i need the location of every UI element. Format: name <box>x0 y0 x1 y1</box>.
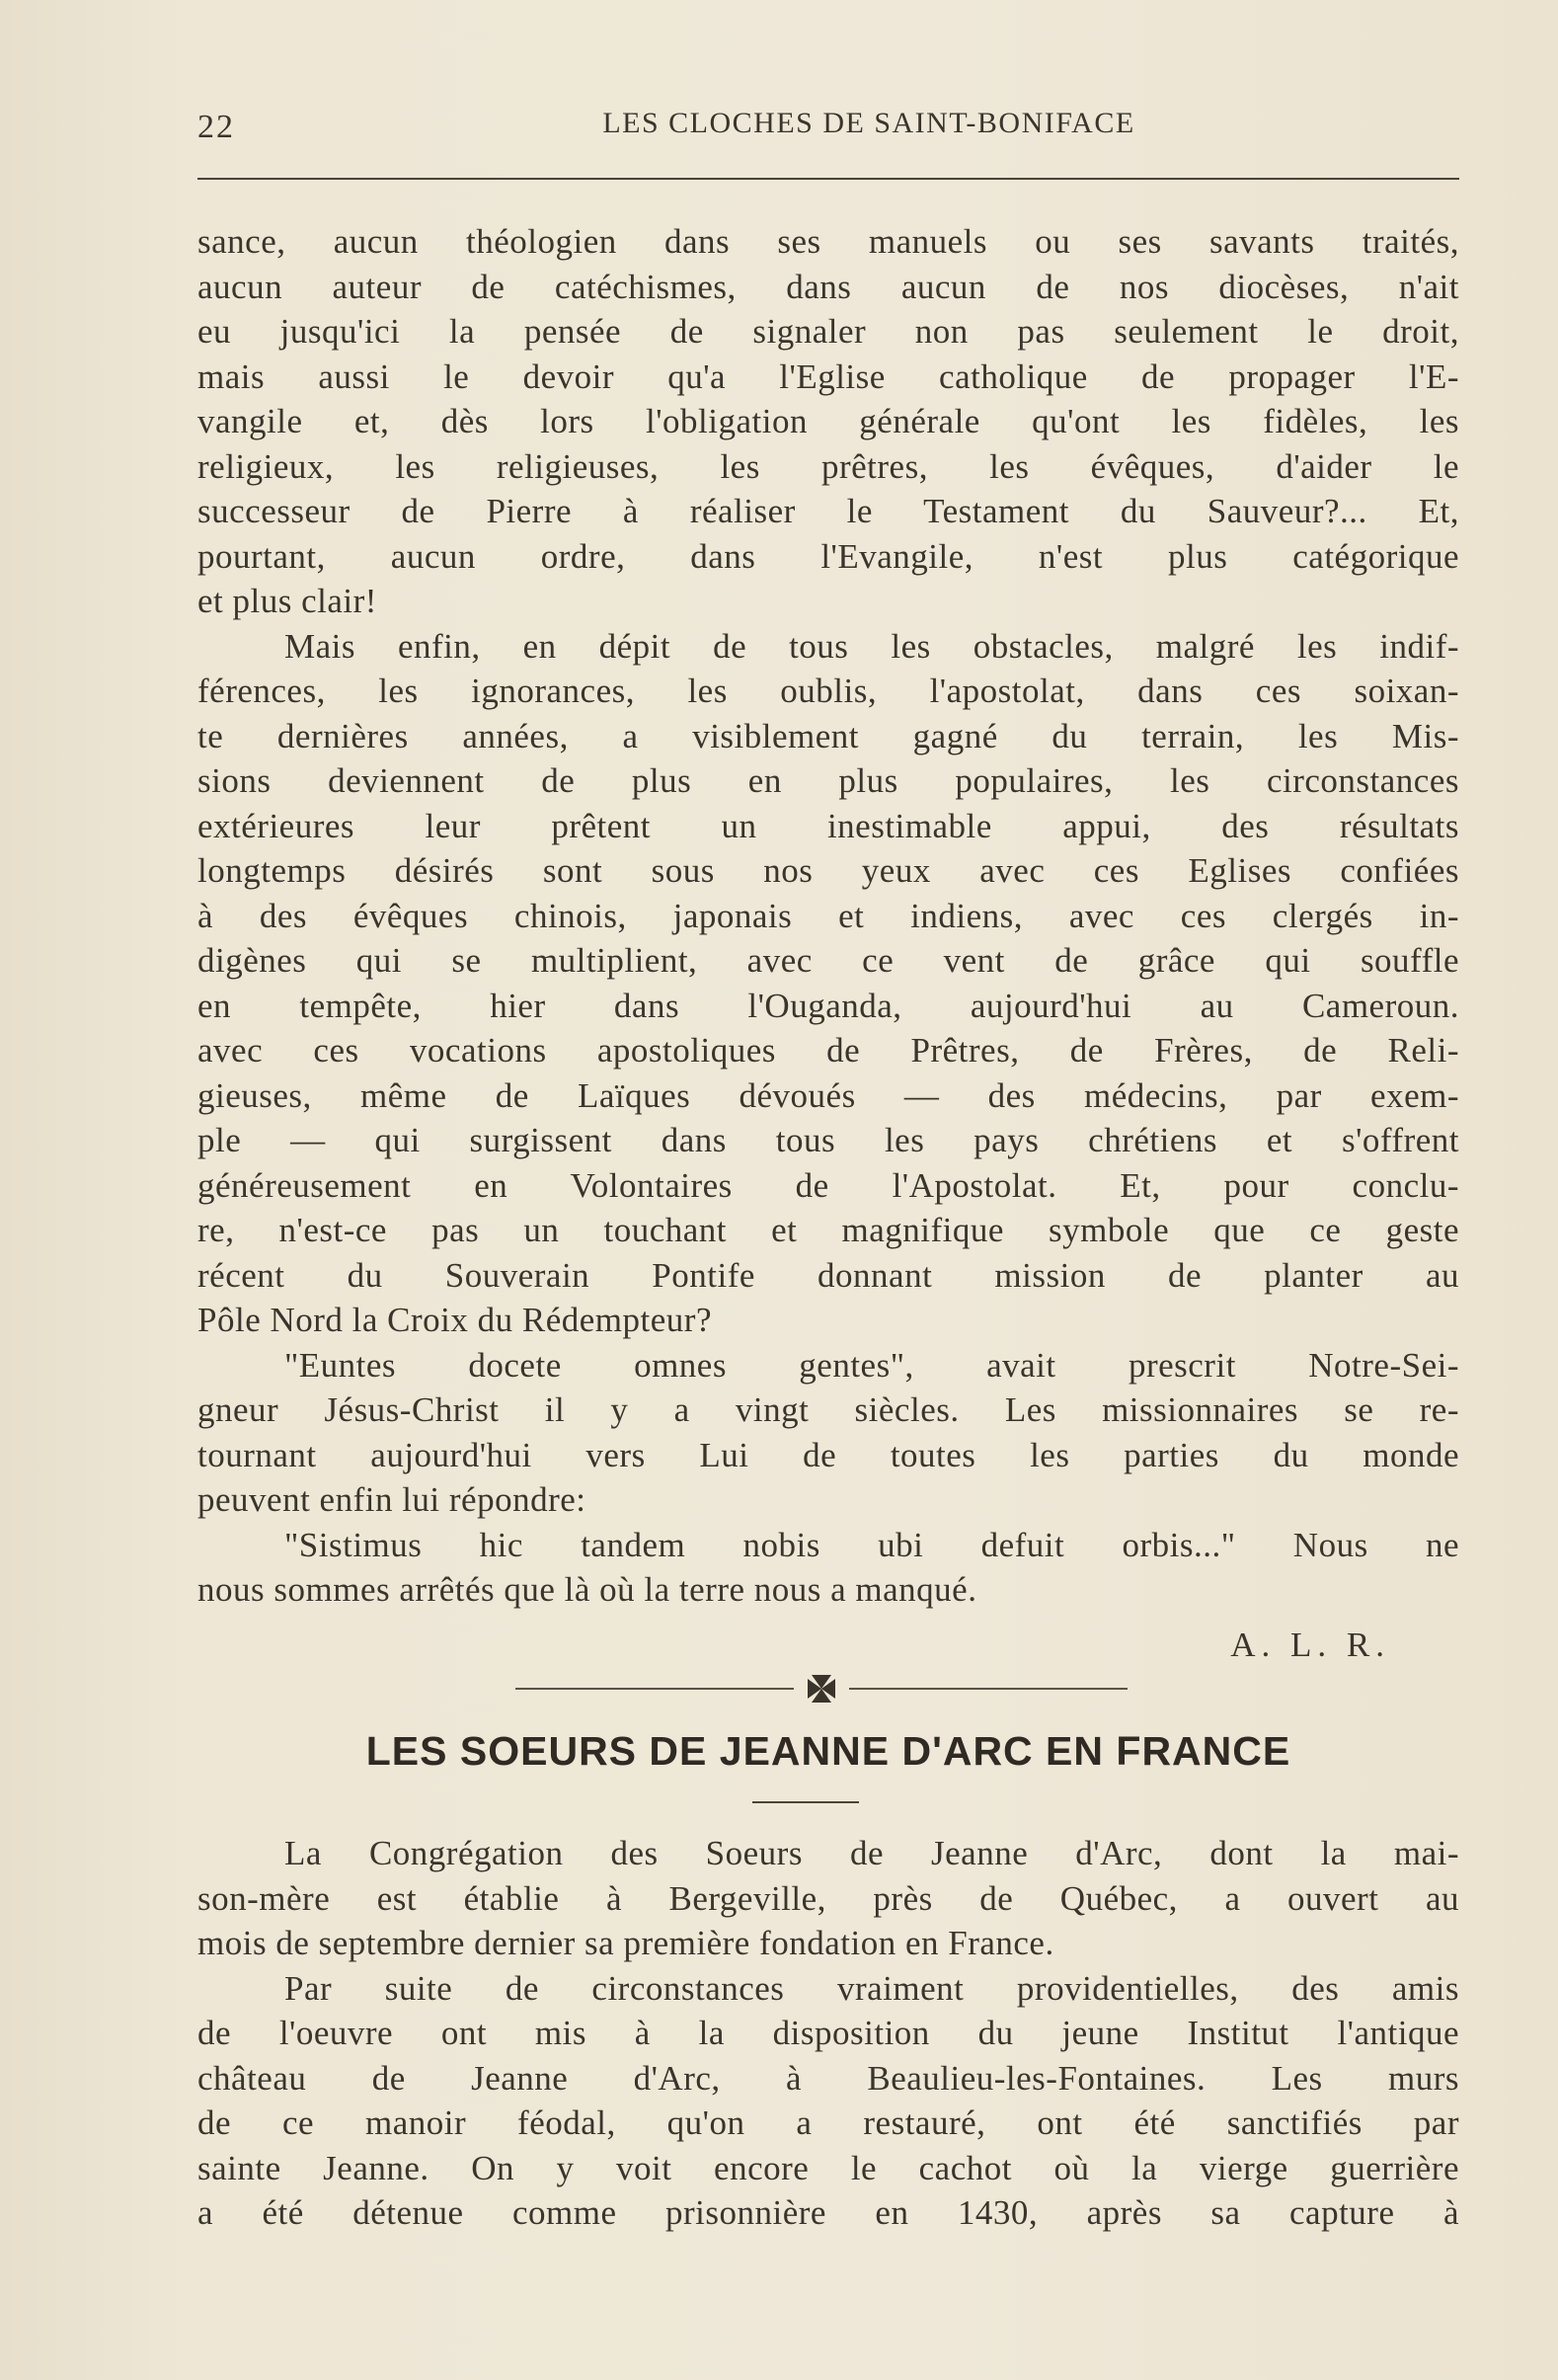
text-line: a été détenue comme prisonnière en 1430, après sa capture à <box>197 2193 1459 2232</box>
text-line: La Congrégation des Soeurs de Jeanne d'Arc, dont la mai- <box>284 1834 1459 1872</box>
maltese-cross-icon <box>804 1671 839 1706</box>
text-line: te dernières années, a visiblement gagné du terrain, les Mis- <box>197 716 1459 755</box>
text-line: digènes qui se multiplient, avec ce vent de grâce qui souffle <box>197 941 1459 980</box>
text-line: religieux, les religieuses, les prêtres, les évêques, d'aider le <box>197 446 1459 486</box>
text-line: sainte Jeanne. On y voit encore le cachot où la vierge guerrière <box>197 2148 1459 2187</box>
text-line: en tempête, hier dans l'Ouganda, aujourd'hui au Cameroun. <box>197 986 1459 1025</box>
text-line: successeur de Pierre à réaliser le Testament du Sauveur?... Et, <box>197 492 1459 530</box>
page-number: 22 <box>197 109 235 145</box>
text-line: "Euntes docete omnes gentes", avait prescrit Notre-Sei- <box>284 1345 1459 1385</box>
text-line: sions deviennent de plus en plus populaires, les circonstances <box>197 761 1459 800</box>
text-line: re, n'est-ce pas un touchant et magnifique symbole que ce geste <box>197 1211 1459 1249</box>
text-line: ple — qui surgissent dans tous les pays chrétiens et s'offrent <box>197 1121 1459 1159</box>
text-line: tournant aujourd'hui vers Lui de toutes les parties du monde <box>197 1435 1459 1474</box>
text-line: mais aussi le devoir qu'a l'Eglise catholique de propager l'E- <box>197 357 1459 396</box>
text-line: gneur Jésus-Christ il y a vingt siècles. Les missionnaires se re- <box>197 1390 1459 1429</box>
text-line: vangile et, dès lors l'obligation générale qu'ont les fidèles, les <box>197 402 1459 440</box>
text-line: à des évêques chinois, japonais et indiens, avec ces clergés in- <box>197 896 1459 935</box>
text-line: aucun auteur de catéchismes, dans aucun de nos diocèses, n'ait <box>197 267 1459 306</box>
header-rule <box>197 178 1459 180</box>
text-line: mois de septembre dernier sa première fondation en France. <box>197 1924 1054 1962</box>
text-line: peuvent enfin lui répondre: <box>197 1480 586 1519</box>
text-line: de ce manoir féodal, qu'on a restauré, ont été sanctifiés par <box>197 2103 1459 2142</box>
text-line: longtemps désirés sont sous nos yeux avec ces Eglises confiées <box>197 851 1459 890</box>
ornament-rule-right <box>849 1688 1128 1690</box>
article-text-block <box>197 1831 1459 2236</box>
ornament-rule-left <box>515 1688 794 1690</box>
text-line: et plus clair! <box>197 582 377 620</box>
text-line: Mais enfin, en dépit de tous les obstacles, malgré les indif- <box>284 626 1459 666</box>
text-line: extérieures leur prêtent un inestimable appui, des résultats <box>197 806 1459 845</box>
text-line: sance, aucun théologien dans ses manuels ou ses savants traités, <box>197 222 1459 261</box>
article-text-block <box>197 219 1459 1613</box>
section-ornament <box>515 1671 1128 1705</box>
text-line: récent du Souverain Pontife donnant mission de planter au <box>197 1255 1459 1295</box>
text-line: gieuses, même de Laïques dévoués — des médecins, par exem- <box>197 1075 1459 1115</box>
text-line: château de Jeanne d'Arc, à Beaulieu-les-Fontaines. Les murs <box>197 2058 1459 2098</box>
section-title: LES SOEURS DE JEANNE D'ARC EN FRANCE <box>365 1728 1291 1774</box>
text-line: Pôle Nord la Croix du Rédempteur? <box>197 1301 712 1339</box>
text-line: Par suite de circonstances vraiment providentielles, des amis <box>284 1968 1459 2008</box>
text-line: férences, les ignorances, les oublis, l'apostolat, dans ces soixan- <box>197 672 1459 710</box>
text-line: de l'oeuvre ont mis à la disposition du jeune Institut l'antique <box>197 2014 1459 2052</box>
text-line: son-mère est établie à Bergeville, près de Québec, a ouvert au <box>197 1878 1459 1918</box>
text-line: eu jusqu'ici la pensée de signaler non pas seulement le droit, <box>197 312 1459 351</box>
text-line: avec ces vocations apostoliques de Prêtres, de Frères, de Reli- <box>197 1031 1459 1070</box>
text-line: nous sommes arrêtés que là où la terre nous a manqué. <box>197 1570 977 1609</box>
title-rule <box>752 1801 859 1803</box>
running-title: LES CLOCHES DE SAINT-BONIFACE <box>602 107 1135 139</box>
running-head <box>197 101 1461 150</box>
text-line: généreusement en Volontaires de l'Apostolat. Et, pour conclu- <box>197 1165 1459 1205</box>
author-signature: A. L. R. <box>1230 1626 1390 1664</box>
text-line: "Sistimus hic tandem nobis ubi defuit orbis..." Nous ne <box>284 1525 1459 1564</box>
text-line: pourtant, aucun ordre, dans l'Evangile, n'est plus catégorique <box>197 536 1459 576</box>
